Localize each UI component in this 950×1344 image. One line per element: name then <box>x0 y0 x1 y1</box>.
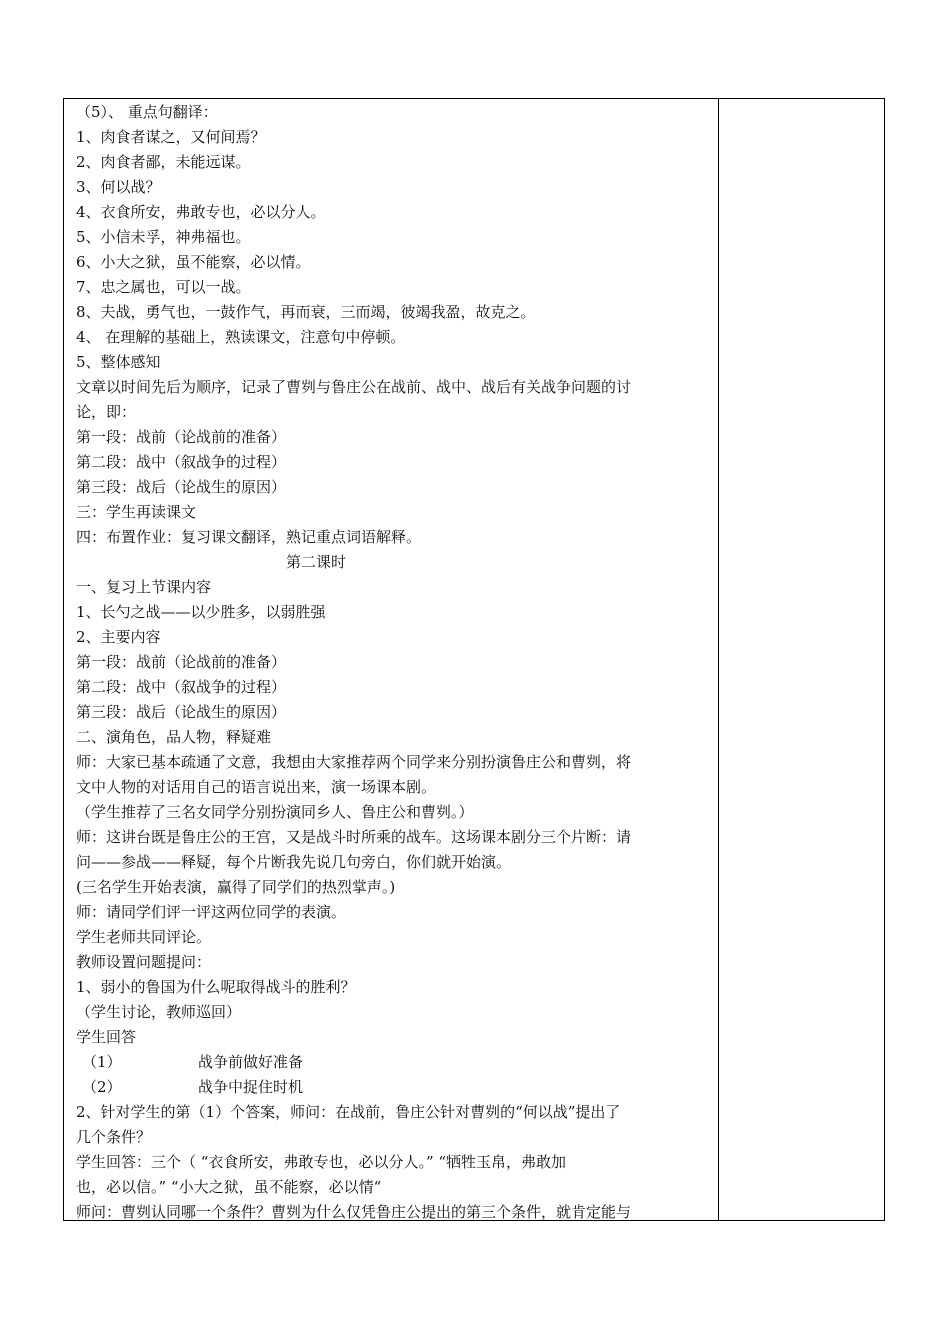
text-line: 第二段：战中（叙战争的过程） <box>76 453 287 471</box>
text-line: 二、演角色，品人物，释疑难 <box>76 728 272 746</box>
text-line: 也，必以信。” “小大之狱，虽不能察，必以情“ <box>76 1178 382 1196</box>
answer-number: （1） <box>82 1053 122 1071</box>
text-line: 文章以时间先后为顺序，记录了曹刿与鲁庄公在战前、战中、战后有关战争问题的讨 <box>76 378 632 396</box>
text-line: （学生推荐了三名女同学分别扮演同乡人、鲁庄公和曹刿。） <box>76 803 474 821</box>
text-line: 师：请同学们评一评这两位同学的表演。 <box>76 903 347 921</box>
text-line: 学生老师共同评论。 <box>76 928 212 946</box>
text-line: 教师设置问题提问： <box>76 953 212 971</box>
text-line: 第二段：战中（叙战争的过程） <box>76 678 287 696</box>
text-line: （5）、 重点句翻译： <box>76 103 218 121</box>
text-line: 第一段：战前（论战前的准备） <box>76 428 287 446</box>
text-line: 问——参战——释疑，每个片断我先说几句旁白，你们就开始演。 <box>76 853 512 871</box>
text-line: 1、弱小的鲁国为什么呢取得战斗的胜利？ <box>76 978 356 996</box>
text-line: 2、主要内容 <box>76 628 161 646</box>
text-line: 4、 在理解的基础上，熟读课文，注意句中停顿。 <box>76 328 406 346</box>
text-line: 师问：曹刿认同哪一个条件？曹刿为什么仅凭鲁庄公提出的第三个条件，就肯定能与 <box>76 1203 632 1221</box>
answer-text: 战争前做好准备 <box>198 1053 304 1071</box>
text-line: 8、夫战，勇气也，一鼓作气，再而衰，三而竭，彼竭我盈，故克之。 <box>76 303 536 321</box>
section-heading: 第二课时 <box>286 553 347 571</box>
text-line: 学生回答：三个（ “衣食所安，弗敢专也，必以分人。” “牺牲玉帛，弗敢加 <box>76 1153 567 1171</box>
text-line: 论，即： <box>76 403 137 421</box>
answer-number: （2） <box>82 1078 122 1096</box>
answer-line <box>76 1050 712 1075</box>
lesson-content <box>76 100 712 1225</box>
text-line: (三名学生开始表演，赢得了同学们的热烈掌声。) <box>76 878 396 896</box>
text-line: 一、复习上节课内容 <box>76 578 212 596</box>
text-line: 4、衣食所安，弗敢专也，必以分人。 <box>76 203 326 221</box>
text-line: 7、忠之属也，可以一战。 <box>76 278 251 296</box>
text-line: 3、何以战？ <box>76 178 161 196</box>
column-divider <box>718 99 719 1220</box>
text-line: 第三段：战后（论战生的原因） <box>76 703 287 721</box>
text-line: 师：这讲台既是鲁庄公的王宫，又是战斗时所乘的战车。这场课本剧分三个片断：请 <box>76 828 632 846</box>
answer-text: 战争中捉住时机 <box>198 1078 304 1096</box>
answer-line <box>76 1075 712 1100</box>
text-line: 2、针对学生的第（1）个答案，师问：在战前，鲁庄公针对曹刿的“何以战”提出了 <box>76 1103 621 1121</box>
text-line: 2、肉食者鄙，未能远谋。 <box>76 153 251 171</box>
text-line: 第一段：战前（论战前的准备） <box>76 653 287 671</box>
text-line: （学生讨论，教师巡回） <box>76 1003 242 1021</box>
text-line: 学生回答 <box>76 1028 137 1046</box>
text-line: 6、小大之狱，虽不能察，必以情。 <box>76 253 311 271</box>
text-line: 四：布置作业：复习课文翻译，熟记重点词语解释。 <box>76 528 422 546</box>
text-line: 文中人物的对话用自己的语言说出来，演一场课本剧。 <box>76 778 437 796</box>
text-line: 1、肉食者谋之，又何间焉？ <box>76 128 266 146</box>
text-line: 5、小信未孚，神弗福也。 <box>76 228 251 246</box>
text-line: 师：大家已基本疏通了文意，我想由大家推荐两个同学来分别扮演鲁庄公和曹刿，将 <box>76 753 632 771</box>
text-line: 三：学生再读课文 <box>76 503 197 521</box>
text-line: 第三段：战后（论战生的原因） <box>76 478 287 496</box>
text-line: 几个条件？ <box>76 1128 152 1146</box>
text-line: 5、整体感知 <box>76 353 161 371</box>
text-line: 1、长勺之战——以少胜多，以弱胜强 <box>76 603 326 621</box>
lesson-table <box>63 98 885 1221</box>
